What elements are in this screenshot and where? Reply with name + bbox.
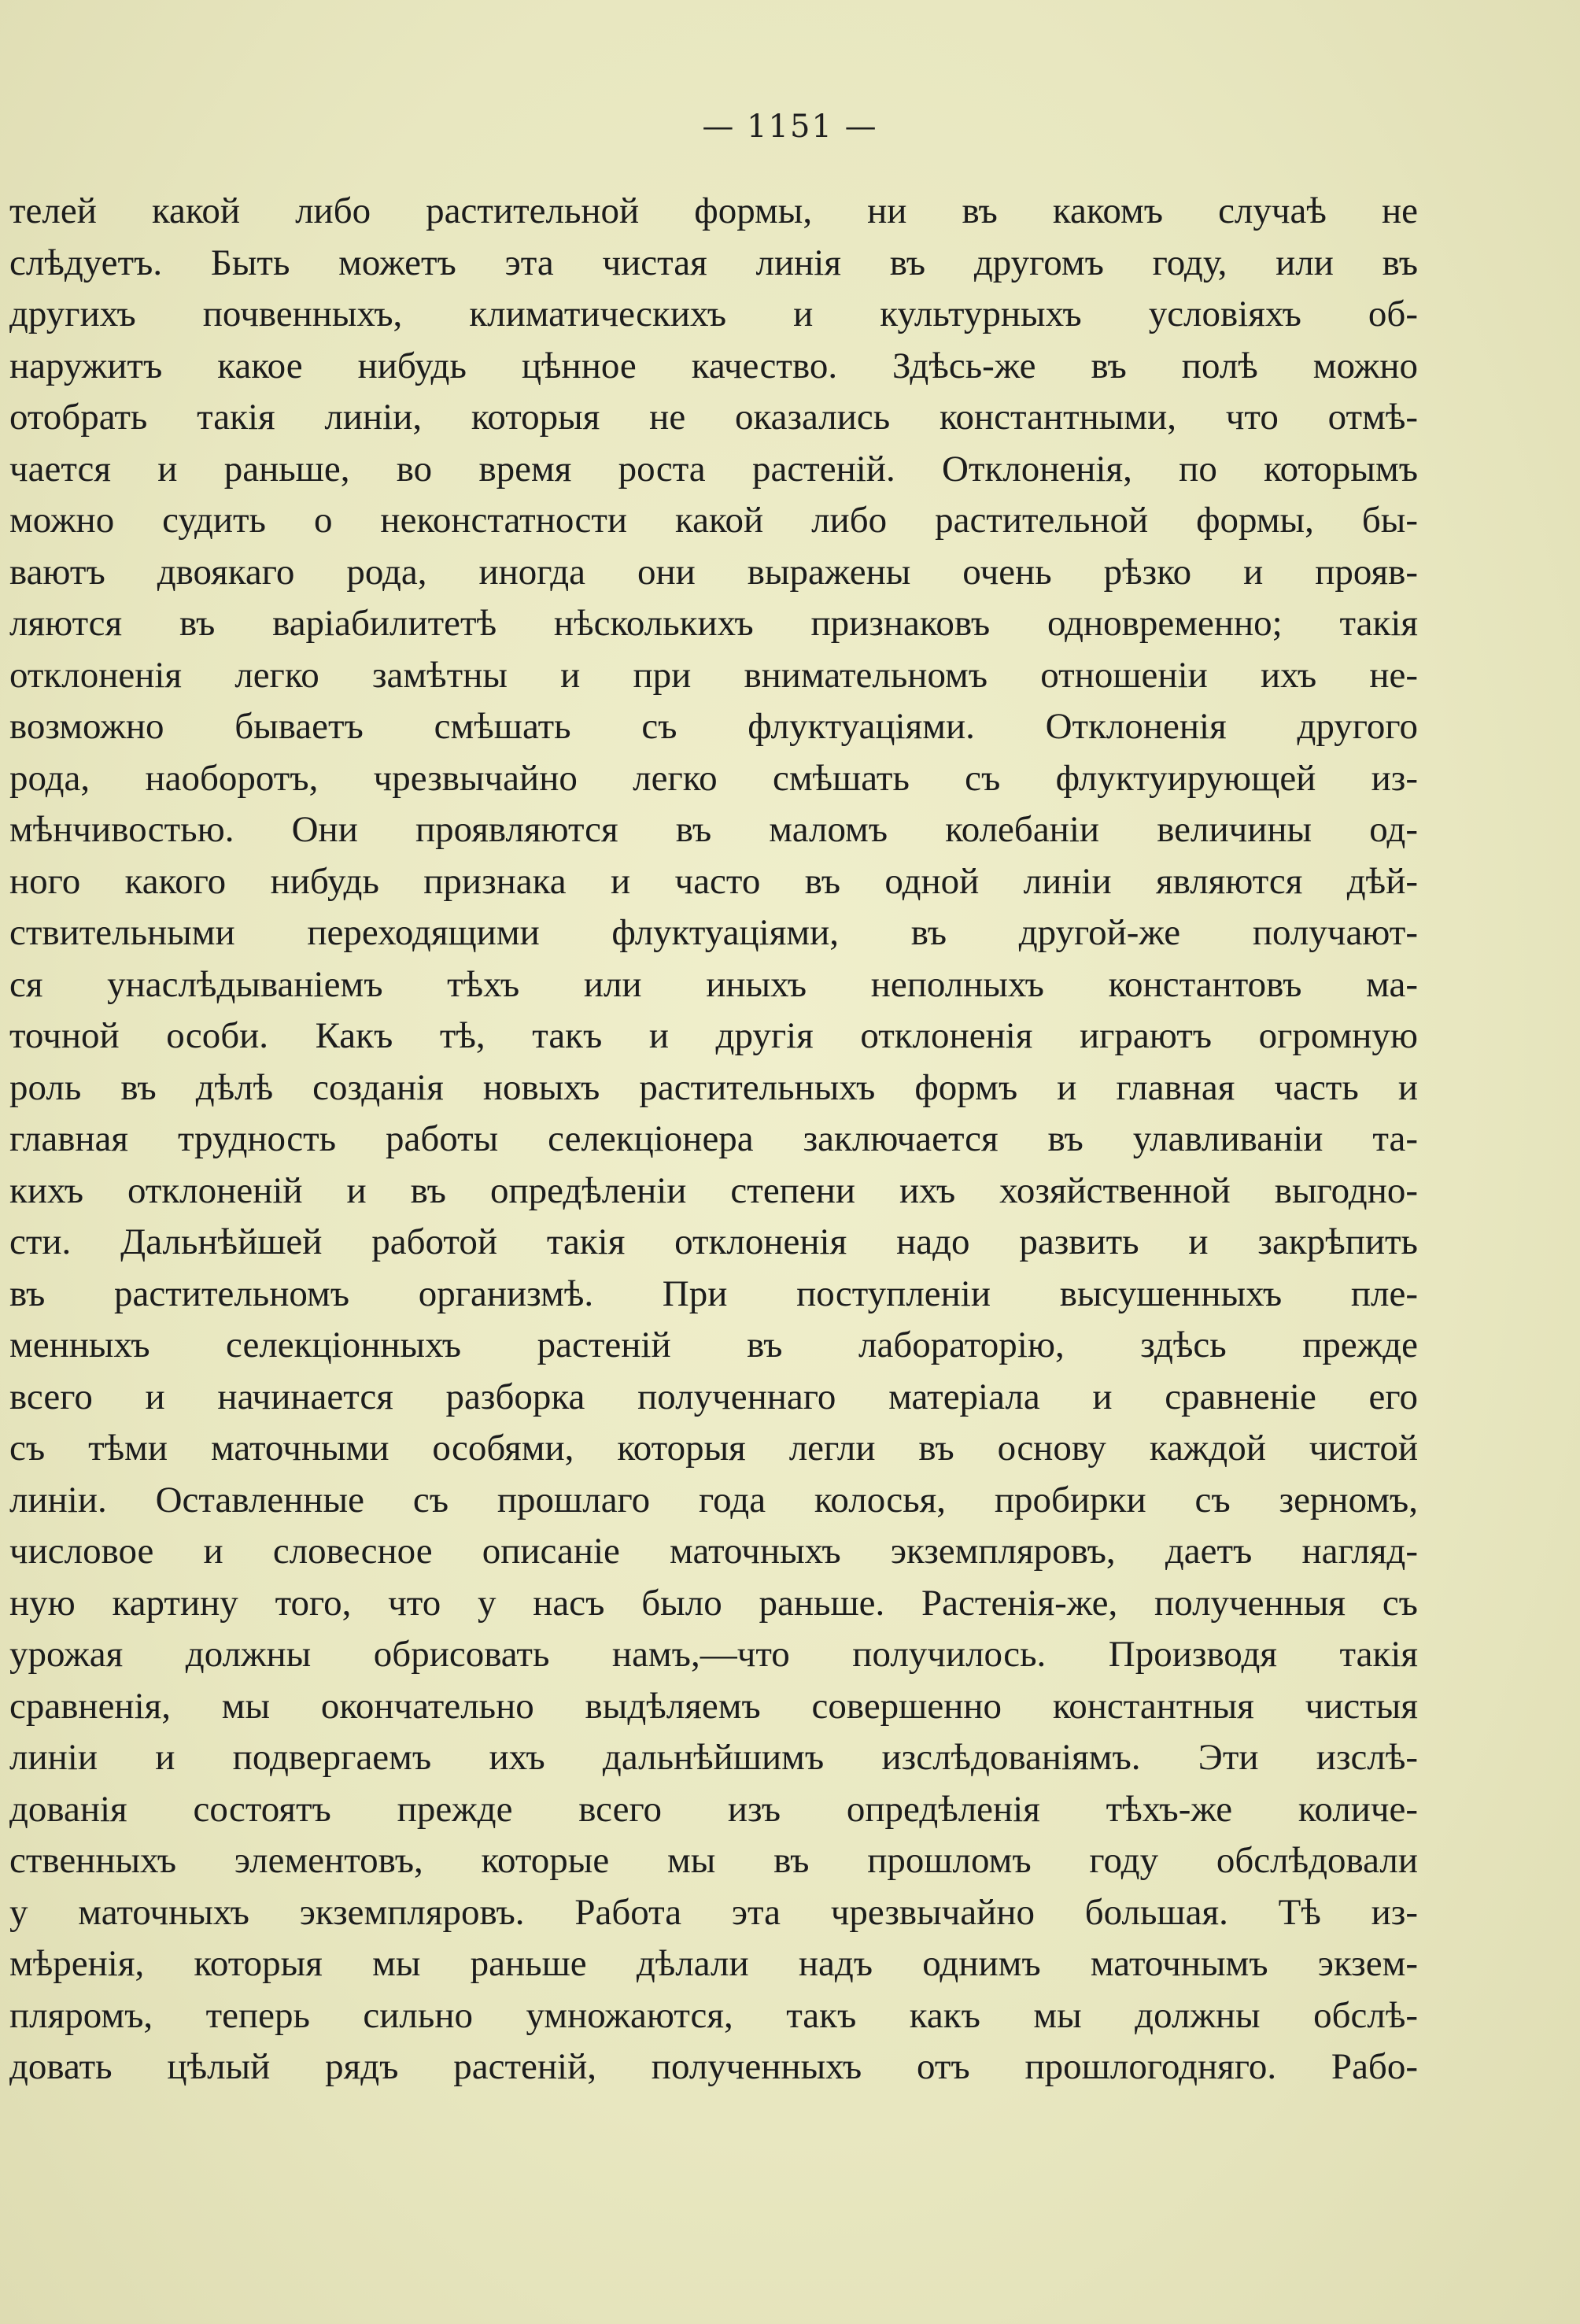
text-line: слѣдуетъ. Быть можетъ эта чистая линія въ другомъ году, или въ — [9, 242, 1418, 283]
text-line: ную картину того, что у насъ было раньше. Растенія-же, полученныя съ — [9, 1582, 1418, 1624]
text-line: у маточныхъ экземпляровъ. Работа эта чрезвычайно большая. Тѣ из- — [9, 1891, 1418, 1933]
text-line: ствительными переходящими флуктуаціями, въ другой-же получают- — [9, 912, 1418, 953]
text-line: сти. Дальнѣйшей работой такія отклоненія надо развить и закрѣпить — [9, 1221, 1418, 1262]
text-line: въ растительномъ организмѣ. При поступленіи высушенныхъ пле- — [9, 1273, 1418, 1314]
text-line: ваютъ двоякаго рода, иногда они выражены очень рѣзко и прояв- — [9, 551, 1418, 593]
text-line: менныхъ селекціонныхъ растеній въ лабораторію, здѣсь прежде — [9, 1325, 1418, 1365]
text-line: пляромъ, теперь сильно умножаются, такъ какъ мы должны обслѣ- — [9, 1994, 1418, 2036]
body-text — [9, 186, 1418, 2093]
text-line: другихъ почвенныхъ, климатическихъ и культурныхъ условіяхъ об- — [9, 294, 1418, 334]
text-line: линіи. Оставленные съ прошлаго года колосья, пробирки съ зерномъ, — [9, 1479, 1418, 1520]
text-line: всего и начинается разборка полученнаго матеріала и сравненіе его — [9, 1376, 1418, 1417]
text-line: телей какой либо растительной формы, ни въ какомъ случаѣ не — [9, 190, 1418, 231]
text-line: наружитъ какое нибудь цѣнное качество. Здѣсь-же въ полѣ можно — [9, 345, 1418, 386]
text-line: ного какого нибудь признака и часто въ одной линіи являются дѣй- — [9, 860, 1418, 902]
text-line: роль въ дѣлѣ созданія новыхъ растительныхъ формъ и главная часть и — [9, 1066, 1418, 1108]
text-line: съ тѣми маточными особями, которыя легли въ основу каждой чистой — [9, 1428, 1418, 1469]
text-line: мѣнчивостью. Они проявляются въ маломъ колебаніи величины од- — [9, 809, 1418, 850]
text-line: рода, наоборотъ, чрезвычайно легко смѣшать съ флуктуирующей из- — [9, 757, 1418, 799]
text-line: можно судить о неконстатности какой либо растительной формы, бы- — [9, 500, 1418, 541]
text-line: чается и раньше, во время роста растеній. Отклоненія, по которымъ — [9, 448, 1418, 490]
text-line: ся унаслѣдываніемъ тѣхъ или иныхъ неполныхъ константовъ ма- — [9, 963, 1418, 1005]
text-line: дованія состоятъ прежде всего изъ опредѣленія тѣхъ-же количе- — [9, 1788, 1418, 1830]
text-line: ляются въ варіабилитетѣ нѣсколькихъ признаковъ одновременно; такія — [9, 603, 1418, 644]
text-line: мѣренія, которыя мы раньше дѣлали надъ однимъ маточнымъ экзем- — [9, 1943, 1418, 1984]
text-line: довать цѣлый рядъ растеній, полученныхъ отъ прошлогодняго. Рабо- — [9, 2046, 1418, 2087]
page-number: — 1151 — — [702, 109, 878, 145]
text-line: кихъ отклоненій и въ опредѣленіи степени ихъ хозяйственной выгодно- — [9, 1169, 1418, 1211]
text-line: линіи и подвергаемъ ихъ дальнѣйшимъ изслѣдованіямъ. Эти изслѣ- — [9, 1737, 1418, 1778]
text-line: ственныхъ элементовъ, которые мы въ прошломъ году обслѣдовали — [9, 1840, 1418, 1881]
text-line: точной особи. Какъ тѣ, такъ и другія отклоненія играютъ огромную — [9, 1015, 1418, 1056]
text-line: урожая должны обрисовать намъ,—что получилось. Производя такія — [9, 1634, 1418, 1675]
text-line: сравненія, мы окончательно выдѣляемъ совершенно константныя чистыя — [9, 1685, 1418, 1727]
text-line: главная трудность работы селекціонера заключается въ улавливаніи та- — [9, 1118, 1418, 1159]
text-line: числовое и словесное описаніе маточныхъ экземпляровъ, даетъ нагляд- — [9, 1531, 1418, 1572]
text-line: отобрать такія линіи, которыя не оказались константными, что отмѣ- — [9, 397, 1418, 438]
text-line: возможно бываетъ смѣшать съ флуктуаціями. Отклоненія другого — [9, 706, 1418, 747]
text-line: отклоненія легко замѣтны и при внимательномъ отношеніи ихъ не- — [9, 654, 1418, 696]
